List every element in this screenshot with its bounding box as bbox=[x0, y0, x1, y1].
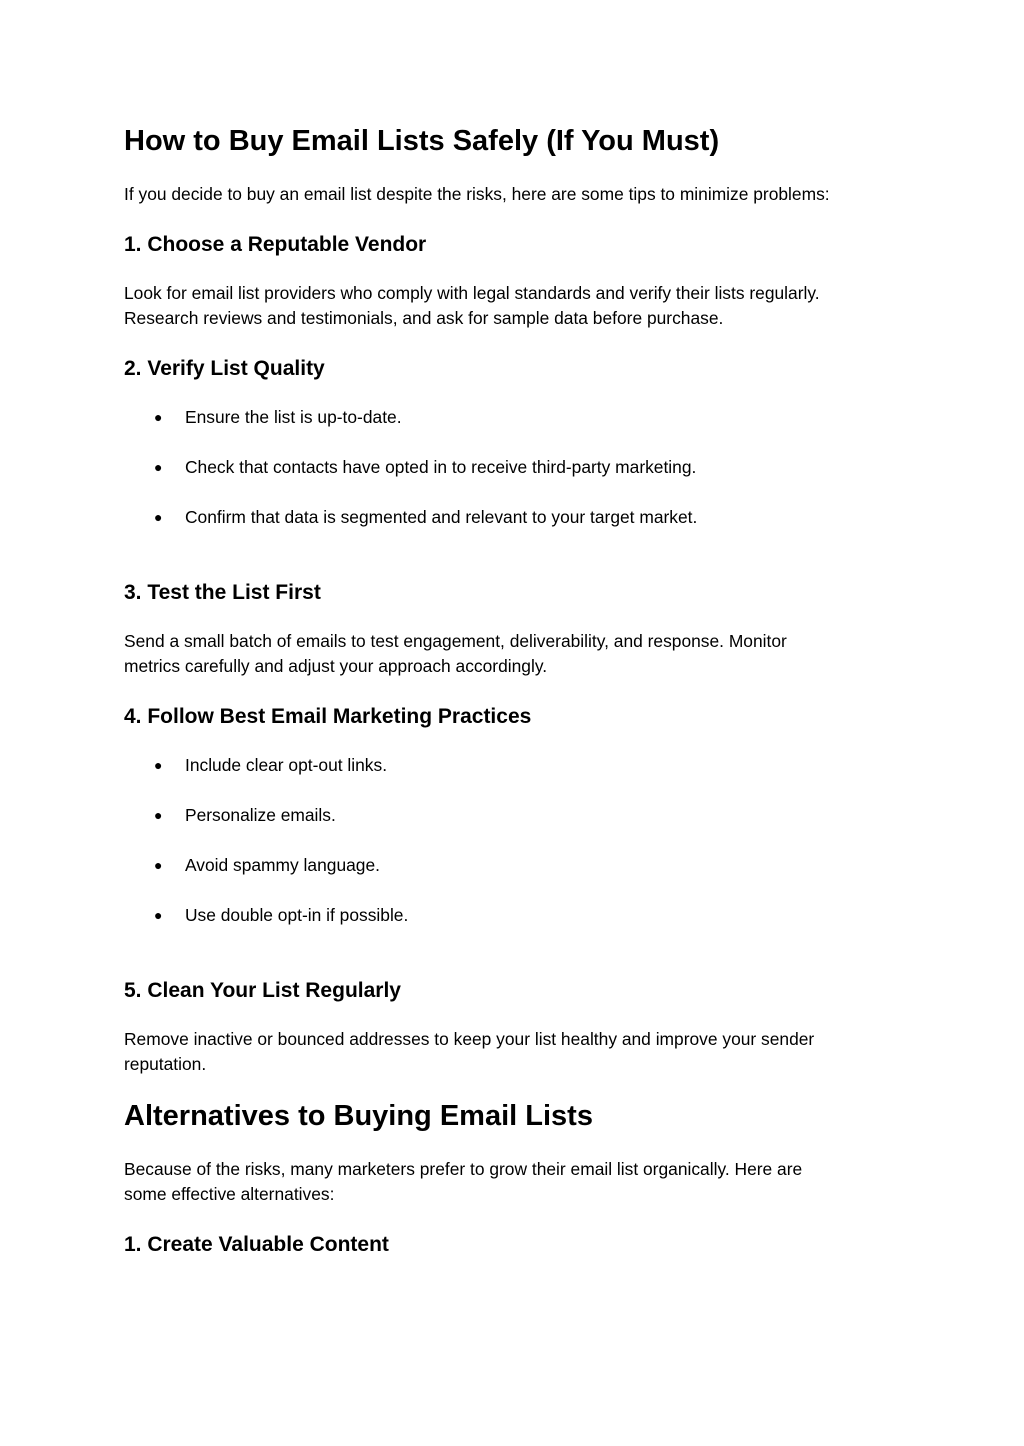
step-paragraph-line: reputation. bbox=[124, 1054, 207, 1074]
step-paragraph-line: metrics carefully and adjust your approach accordingly. bbox=[124, 656, 548, 676]
list-item-text: Avoid spammy language. bbox=[185, 855, 380, 875]
bullet-icon: ● bbox=[154, 907, 163, 923]
step-heading-verify-quality: 2. Verify List Quality bbox=[124, 357, 325, 380]
list-item-text: Personalize emails. bbox=[185, 805, 336, 825]
section-heading-alternatives: Alternatives to Buying Email Lists bbox=[124, 1100, 593, 1132]
list-item-text: Check that contacts have opted in to receive third-party marketing. bbox=[185, 457, 697, 477]
section-intro: If you decide to buy an email list despite the risks, here are some tips to minimize problems: bbox=[124, 184, 830, 204]
bullet-icon: ● bbox=[154, 857, 163, 873]
step-heading-best-practices: 4. Follow Best Email Marketing Practices bbox=[124, 705, 532, 728]
list-item-text: Confirm that data is segmented and relevant to your target market. bbox=[185, 507, 698, 527]
step-paragraph-line: Remove inactive or bounced addresses to keep your list healthy and improve your sender bbox=[124, 1029, 815, 1049]
step-heading-clean-list: 5. Clean Your List Regularly bbox=[124, 979, 401, 1002]
step-heading-test-list: 3. Test the List First bbox=[124, 581, 321, 604]
step-paragraph-line: Look for email list providers who comply with legal standards and verify their lists regularly. bbox=[124, 283, 820, 303]
step-heading-create-content: 1. Create Valuable Content bbox=[124, 1233, 389, 1256]
section-intro-line: Because of the risks, many marketers prefer to grow their email list organically. Here are bbox=[124, 1159, 803, 1179]
bullet-icon: ● bbox=[154, 459, 163, 475]
bullet-icon: ● bbox=[154, 807, 163, 823]
step-heading-choose-vendor: 1. Choose a Reputable Vendor bbox=[124, 233, 427, 256]
list-item-text: Use double opt-in if possible. bbox=[185, 905, 409, 925]
step-paragraph-line: Research reviews and testimonials, and ask for sample data before purchase. bbox=[124, 308, 724, 328]
bullet-icon: ● bbox=[154, 409, 163, 425]
bullet-icon: ● bbox=[154, 509, 163, 525]
step-paragraph-line: Send a small batch of emails to test engagement, deliverability, and response. Monitor bbox=[124, 631, 787, 651]
section-heading-buy-safely: How to Buy Email Lists Safely (If You Must) bbox=[124, 125, 720, 157]
bullet-icon: ● bbox=[154, 757, 163, 773]
section-intro-line: some effective alternatives: bbox=[124, 1184, 335, 1204]
list-item-text: Ensure the list is up-to-date. bbox=[185, 407, 402, 427]
list-item-text: Include clear opt-out links. bbox=[185, 755, 388, 775]
